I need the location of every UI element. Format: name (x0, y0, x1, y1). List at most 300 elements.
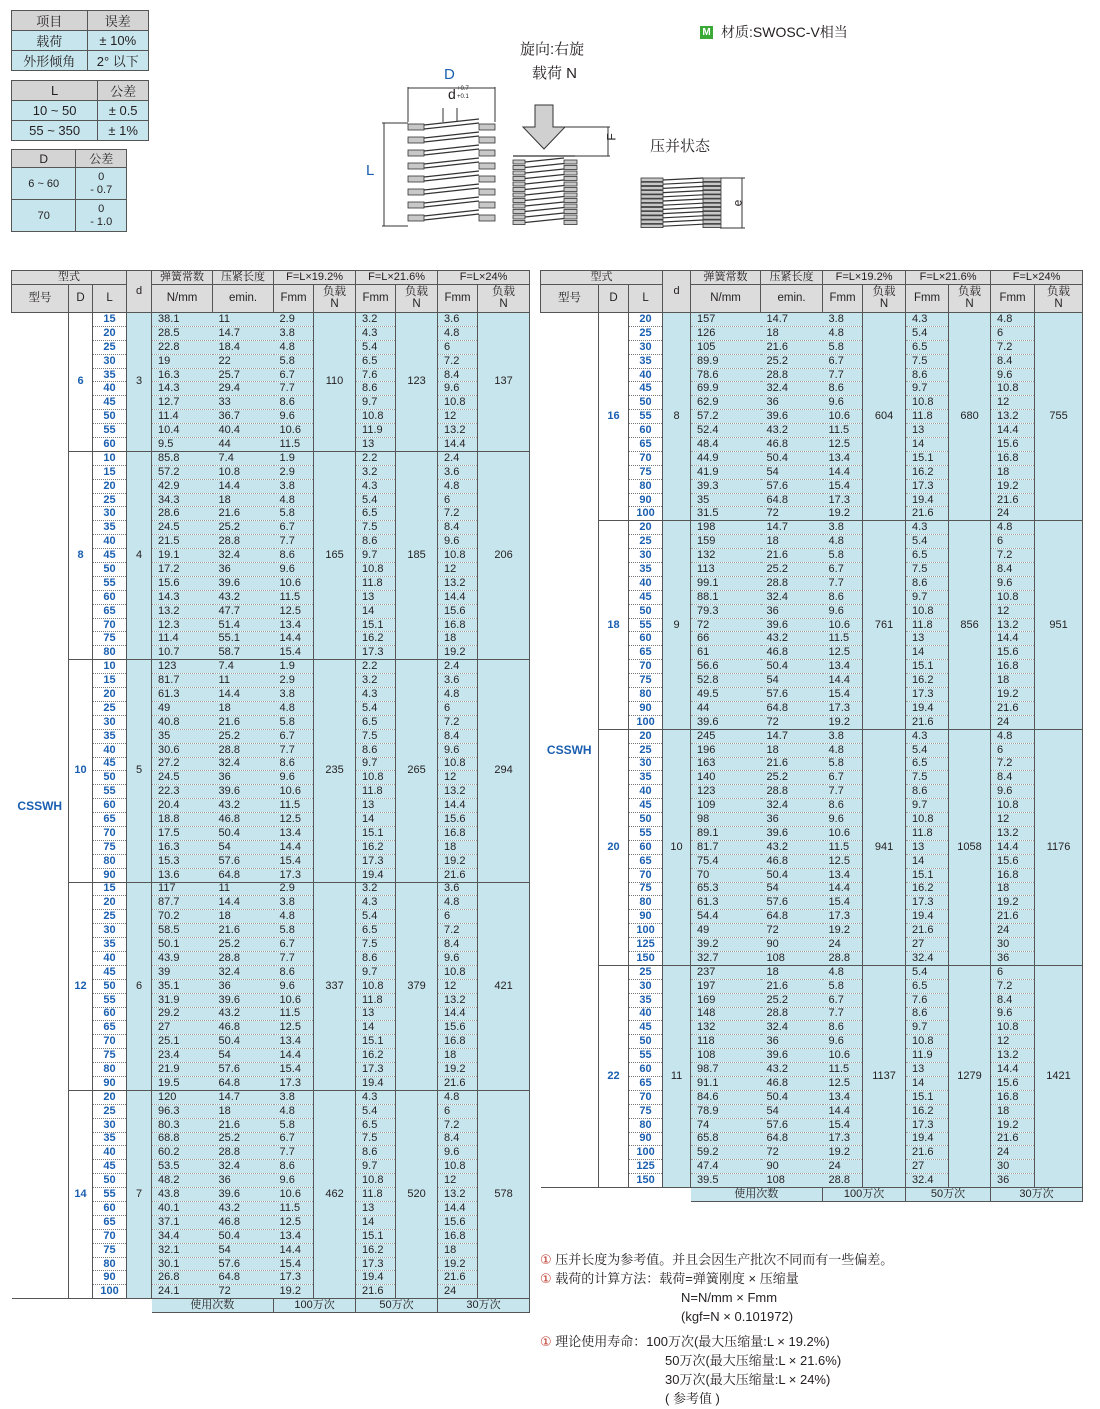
length-value: 15 (93, 313, 127, 327)
tol-cell: 项目 (12, 11, 88, 31)
deflection-f1: 14.4 (823, 882, 863, 896)
length-value: 50 (629, 813, 663, 827)
deflection-f1: 9.6 (823, 1035, 863, 1049)
header-type: 型式 (12, 271, 127, 285)
header-model: 型号 (12, 285, 69, 313)
deflection-f3: 13.2 (991, 1049, 1035, 1063)
spring-constant: 60.2 (152, 1146, 213, 1160)
spring-drawing (360, 30, 780, 240)
spring-constant: 70 (691, 868, 761, 882)
solid-length: 39.6 (761, 410, 823, 424)
solid-length: 54 (761, 882, 823, 896)
length-value: 45 (93, 965, 127, 979)
solid-length: 11 (213, 313, 274, 327)
deflection-f3: 19.2 (438, 854, 478, 868)
solid-length: 22 (213, 354, 274, 368)
deflection-f3: 30 (991, 938, 1035, 952)
deflection-f3: 10.8 (438, 757, 478, 771)
header-row (541, 271, 1083, 285)
deflection-f3: 13.2 (991, 826, 1035, 840)
deflection-f2: 4.3 (356, 1090, 396, 1104)
spring-constant: 9.5 (152, 438, 213, 452)
compressed-state-label: 压并状态 (650, 138, 711, 155)
deflection-f1: 11.5 (274, 1007, 314, 1021)
deflection-f3: 12 (438, 563, 478, 577)
deflection-f3: 7.2 (991, 340, 1035, 354)
deflection-f1: 8.6 (274, 965, 314, 979)
solid-length: 57.6 (761, 479, 823, 493)
length-value: 55 (93, 1188, 127, 1202)
deflection-f1: 7.7 (823, 576, 863, 590)
spring-constant: 62.9 (691, 396, 761, 410)
length-value: 25 (629, 326, 663, 340)
solid-length: 36 (213, 1174, 274, 1188)
deflection-f2: 4.3 (906, 313, 949, 327)
spring-constant: 99.1 (691, 576, 761, 590)
deflection-f3: 4.8 (438, 688, 478, 702)
spring-constant: 197 (691, 979, 761, 993)
load-f1: 941 (863, 729, 906, 965)
deflection-f1: 9.6 (823, 813, 863, 827)
header-load-label: 负载 (323, 286, 347, 298)
solid-length: 7.4 (213, 660, 274, 674)
deflection-f2: 7.5 (356, 1132, 396, 1146)
outer-diameter: 6 (69, 313, 93, 452)
deflection-f1: 4.8 (823, 965, 863, 979)
solid-length: 21.6 (761, 757, 823, 771)
length-value: 50 (93, 979, 127, 993)
spring-constant: 245 (691, 729, 761, 743)
usage-u2: 50万次 (356, 1299, 438, 1313)
spring-constant: 61.3 (691, 896, 761, 910)
deflection-f2: 7.5 (356, 938, 396, 952)
solid-length: 64.8 (213, 1076, 274, 1090)
deflection-f2: 11.8 (356, 993, 396, 1007)
deflection-f3: 4.8 (438, 479, 478, 493)
deflection-f2: 19.4 (906, 910, 949, 924)
deflection-f3: 6 (991, 535, 1035, 549)
deflection-f1: 9.6 (823, 396, 863, 410)
note-2-kgf: (kgf=N × 0.101972) (681, 1309, 794, 1324)
header-row (12, 271, 530, 285)
usage-u3: 30万次 (438, 1299, 530, 1313)
header-load (478, 285, 530, 313)
tol-cell: 2° 以下 (87, 51, 148, 71)
deflection-f3: 14.4 (438, 438, 478, 452)
load-f3: 421 (478, 882, 530, 1090)
header-load-label: 负载 (405, 286, 429, 298)
deflection-f1: 4.8 (274, 701, 314, 715)
length-value: 150 (629, 1174, 663, 1188)
deflection-f1: 11.5 (274, 590, 314, 604)
deflection-f2: 5.4 (356, 910, 396, 924)
length-value: 40 (93, 1146, 127, 1160)
length-value: 90 (629, 701, 663, 715)
deflection-f2: 19.4 (906, 1132, 949, 1146)
deflection-f1: 8.6 (823, 382, 863, 396)
spring-constant: 11.4 (152, 410, 213, 424)
deflection-f3: 9.6 (991, 576, 1035, 590)
deflection-f2: 14 (906, 1076, 949, 1090)
spring-constant: 132 (691, 1021, 761, 1035)
deflection-f2: 19.4 (356, 868, 396, 882)
header-load (396, 285, 438, 313)
outer-diameter: 18 (599, 521, 629, 729)
deflection-f2: 5.4 (356, 1104, 396, 1118)
deflection-f2: 21.6 (906, 715, 949, 729)
spring-constant: 89.9 (691, 354, 761, 368)
tol-cell: 55 ~ 350 (12, 121, 98, 141)
spring-constant: 10.4 (152, 424, 213, 438)
deflection-f3: 9.6 (991, 785, 1035, 799)
solid-length: 54 (761, 674, 823, 688)
solid-length: 28.8 (213, 1146, 274, 1160)
deflection-f1: 28.8 (823, 1174, 863, 1188)
tol-cell (76, 200, 127, 232)
deflection-f3: 6 (991, 326, 1035, 340)
spring-constant: 140 (691, 771, 761, 785)
table-row (541, 521, 1083, 535)
deflection-f3: 21.6 (991, 493, 1035, 507)
note-2: ① 载荷的计算方法：载荷=弹簧刚度 × 压缩量 (540, 1271, 799, 1286)
solid-length: 21.6 (761, 549, 823, 563)
length-value: 60 (93, 1007, 127, 1021)
length-value: 80 (93, 854, 127, 868)
solid-length: 18 (761, 535, 823, 549)
spring-constant: 81.7 (691, 840, 761, 854)
outer-diameter: 14 (69, 1090, 93, 1298)
tol-cell: 公差 (76, 150, 127, 168)
length-value: 20 (93, 326, 127, 340)
length-value: 80 (629, 479, 663, 493)
length-value: 70 (629, 868, 663, 882)
solid-length: 57.6 (761, 896, 823, 910)
deflection-f1: 10.6 (823, 410, 863, 424)
tolerance-table-diameter (11, 149, 127, 232)
header-fmm: Fmm (991, 285, 1035, 313)
load-f1: 761 (863, 521, 906, 729)
deflection-f2: 9.7 (356, 965, 396, 979)
length-value: 45 (93, 549, 127, 563)
length-value: 80 (629, 688, 663, 702)
spring-constant: 35 (691, 493, 761, 507)
length-value: 25 (93, 340, 127, 354)
spring-constant: 117 (152, 882, 213, 896)
deflection-f1: 13.4 (823, 660, 863, 674)
spring-constant: 35 (152, 729, 213, 743)
deflection-f1: 9.6 (274, 563, 314, 577)
deflection-f2: 11.8 (906, 618, 949, 632)
deflection-f2: 21.6 (356, 1285, 396, 1299)
length-value: 20 (93, 688, 127, 702)
deflection-f1: 15.4 (823, 1118, 863, 1132)
solid-length: 28.8 (761, 576, 823, 590)
deflection-f3: 10.8 (991, 382, 1035, 396)
solid-length: 51.4 (213, 618, 274, 632)
deflection-f2: 19.4 (356, 1271, 396, 1285)
deflection-f3: 9.6 (438, 1146, 478, 1160)
deflection-f3: 7.2 (438, 354, 478, 368)
deflection-f2: 27 (906, 938, 949, 952)
deflection-f3: 18 (991, 882, 1035, 896)
deflection-f2: 15.1 (356, 1035, 396, 1049)
deflection-f1: 17.3 (823, 910, 863, 924)
deflection-f3: 16.8 (438, 1229, 478, 1243)
spring-constant: 79.3 (691, 604, 761, 618)
deflection-f2: 8.6 (906, 368, 949, 382)
load-f3: 1421 (1035, 965, 1083, 1187)
deflection-f2: 6.5 (906, 757, 949, 771)
spring-constant: 81.7 (152, 674, 213, 688)
length-value: 25 (629, 965, 663, 979)
spring-constant: 43.9 (152, 951, 213, 965)
header-f2: F=L×21.6% (906, 271, 991, 285)
length-value: 30 (93, 1118, 127, 1132)
deflection-f3: 19.2 (438, 1257, 478, 1271)
spring-constant: 113 (691, 563, 761, 577)
solid-length: 21.6 (213, 715, 274, 729)
spring-constant: 24.1 (152, 1285, 213, 1299)
deflection-f2: 16.2 (356, 840, 396, 854)
deflection-f2: 15.1 (906, 1090, 949, 1104)
length-value: 55 (629, 826, 663, 840)
spring-constant: 14.3 (152, 382, 213, 396)
load-f3: 1176 (1035, 729, 1083, 965)
load-f3: 137 (478, 313, 530, 452)
solid-length: 25.2 (213, 1132, 274, 1146)
length-value: 40 (629, 1007, 663, 1021)
deflection-f3: 10.8 (438, 1160, 478, 1174)
deflection-f3: 21.6 (438, 1271, 478, 1285)
length-value: 40 (93, 535, 127, 549)
spring-constant: 12.3 (152, 618, 213, 632)
deflection-f1: 5.8 (274, 1118, 314, 1132)
deflection-f2: 13 (356, 1202, 396, 1216)
deflection-f3: 12 (991, 604, 1035, 618)
deflection-f3: 24 (991, 715, 1035, 729)
header-L: L (93, 285, 127, 313)
deflection-f2: 15.1 (906, 868, 949, 882)
deflection-f1: 15.4 (823, 688, 863, 702)
solid-length: 25.2 (761, 771, 823, 785)
length-value: 45 (93, 1160, 127, 1174)
deflection-f2: 4.3 (906, 729, 949, 743)
deflection-f2: 9.7 (356, 549, 396, 563)
deflection-f3: 16.8 (991, 660, 1035, 674)
deflection-f2: 13 (356, 799, 396, 813)
deflection-f3: 13.2 (438, 1188, 478, 1202)
deflection-f1: 11.5 (823, 424, 863, 438)
deflection-f1: 15.4 (274, 646, 314, 660)
solid-length: 21.6 (213, 924, 274, 938)
deflection-f1: 14.4 (274, 632, 314, 646)
deflection-f2: 6.5 (356, 507, 396, 521)
deflection-f1: 6.7 (274, 1132, 314, 1146)
deflection-f3: 8.4 (438, 1132, 478, 1146)
spring-constant: 30.1 (152, 1257, 213, 1271)
spring-constant: 30.6 (152, 743, 213, 757)
deflection-f1: 6.7 (274, 521, 314, 535)
length-value: 45 (629, 590, 663, 604)
deflection-f2: 27 (906, 1160, 949, 1174)
deflection-f3: 15.6 (991, 1076, 1035, 1090)
tol-cell: 外形倾角 (12, 51, 88, 71)
deflection-f3: 36 (991, 1174, 1035, 1188)
deflection-f3: 24 (438, 1285, 478, 1299)
deflection-f3: 19.2 (991, 1118, 1035, 1132)
header-fmm: Fmm (906, 285, 949, 313)
deflection-f3: 24 (991, 1146, 1035, 1160)
deflection-f2: 10.8 (906, 396, 949, 410)
deflection-f1: 9.6 (274, 979, 314, 993)
solid-length: 57.6 (213, 1257, 274, 1271)
deflection-f3: 8.4 (991, 771, 1035, 785)
deflection-f1: 10.6 (274, 993, 314, 1007)
deflection-f1: 14.4 (823, 1104, 863, 1118)
table-row (12, 451, 530, 465)
deflection-f3: 18 (438, 840, 478, 854)
length-value: 30 (93, 354, 127, 368)
deflection-f2: 14 (356, 1215, 396, 1229)
deflection-f3: 6 (438, 340, 478, 354)
solid-length: 18 (213, 493, 274, 507)
deflection-f1: 10.6 (274, 424, 314, 438)
deflection-f1: 10.6 (823, 618, 863, 632)
spring-constant: 49.5 (691, 688, 761, 702)
deflection-f2: 9.7 (906, 382, 949, 396)
outer-diameter: 16 (599, 313, 629, 521)
deflection-f1: 8.6 (274, 549, 314, 563)
wire-diameter: 11 (663, 965, 691, 1187)
deflection-f1: 8.6 (823, 1021, 863, 1035)
deflection-f2: 9.7 (356, 396, 396, 410)
spring-constant: 27 (152, 1021, 213, 1035)
deflection-f1: 9.6 (274, 410, 314, 424)
spring-constant: 43.8 (152, 1188, 213, 1202)
solid-length: 28.8 (761, 1007, 823, 1021)
deflection-f1: 6.7 (823, 354, 863, 368)
spring-constant: 169 (691, 993, 761, 1007)
material-icon: M (700, 26, 713, 39)
length-value: 90 (629, 493, 663, 507)
deflection-f1: 5.8 (274, 924, 314, 938)
solid-length: 50.4 (213, 1229, 274, 1243)
deflection-f2: 21.6 (906, 924, 949, 938)
solid-length: 47.7 (213, 604, 274, 618)
load-f3: 578 (478, 1090, 530, 1298)
solid-length: 72 (761, 715, 823, 729)
deflection-f2: 3.2 (356, 882, 396, 896)
deflection-f2: 16.2 (906, 674, 949, 688)
spring-constant: 26.8 (152, 1271, 213, 1285)
solid-length: 57.6 (761, 1118, 823, 1132)
spring-constant: 105 (691, 340, 761, 354)
spring-constant: 39.3 (691, 479, 761, 493)
length-value: 60 (629, 632, 663, 646)
length-value: 20 (629, 313, 663, 327)
wire-diameter: 4 (127, 451, 152, 659)
solid-length: 54 (213, 1243, 274, 1257)
length-value: 75 (629, 1104, 663, 1118)
spring-constant: 57.2 (691, 410, 761, 424)
solid-length: 64.8 (213, 868, 274, 882)
solid-length: 14.7 (761, 313, 823, 327)
deflection-f1: 10.6 (823, 826, 863, 840)
deflection-f1: 12.5 (274, 813, 314, 827)
deflection-f1: 17.3 (823, 701, 863, 715)
deflection-f2: 32.4 (906, 1174, 949, 1188)
deflection-f1: 7.7 (823, 1007, 863, 1021)
spring-constant: 68.8 (152, 1132, 213, 1146)
deflection-f2: 6.5 (906, 549, 949, 563)
deflection-f3: 21.6 (991, 1132, 1035, 1146)
solid-length: 54 (213, 840, 274, 854)
deflection-f3: 7.2 (991, 979, 1035, 993)
header-load (1035, 285, 1083, 313)
spring-constant: 41.9 (691, 465, 761, 479)
length-value: 55 (93, 424, 127, 438)
deflection-f3: 8.4 (438, 368, 478, 382)
deflection-f3: 13.2 (438, 576, 478, 590)
deflection-f2: 8.6 (906, 1007, 949, 1021)
deflection-f1: 4.8 (274, 910, 314, 924)
solid-length: 39.6 (213, 1188, 274, 1202)
solid-length: 50.4 (213, 826, 274, 840)
load-f2: 1058 (949, 729, 991, 965)
deflection-f3: 19.2 (438, 1063, 478, 1077)
deflection-f1: 15.4 (823, 479, 863, 493)
length-value: 50 (93, 410, 127, 424)
solid-length: 18 (213, 910, 274, 924)
solid-length: 50.4 (761, 660, 823, 674)
deflection-f2: 16.2 (356, 1243, 396, 1257)
length-value: 50 (629, 604, 663, 618)
deflection-f2: 9.7 (906, 1021, 949, 1035)
spring-constant: 23.4 (152, 1049, 213, 1063)
dim-d-tol-upper: +0.7 (457, 86, 469, 92)
table-row (541, 965, 1083, 979)
outer-diameter: 8 (69, 451, 93, 659)
solid-length: 28.8 (761, 368, 823, 382)
length-value: 80 (93, 1257, 127, 1271)
deflection-f1: 2.9 (274, 313, 314, 327)
deflection-f2: 11.8 (906, 410, 949, 424)
note-3-line3: 30万次(最大压缩量:L × 24%) (665, 1372, 831, 1387)
deflection-f2: 10.8 (356, 771, 396, 785)
solid-length: 25.2 (213, 938, 274, 952)
spring-constant: 126 (691, 326, 761, 340)
load-f1: 1137 (863, 965, 906, 1187)
length-value: 40 (629, 368, 663, 382)
header-k-unit: N/mm (152, 285, 213, 313)
length-value: 65 (93, 604, 127, 618)
load-f2: 185 (396, 451, 438, 659)
deflection-f3: 15.6 (438, 604, 478, 618)
length-value: 25 (93, 1104, 127, 1118)
deflection-f1: 14.4 (274, 1243, 314, 1257)
length-value: 20 (93, 1090, 127, 1104)
deflection-f2: 11.8 (356, 1188, 396, 1202)
header-solid-length: 压紧长度 (761, 271, 823, 285)
header-f3: F=L×24% (438, 271, 530, 285)
solid-length: 36 (213, 563, 274, 577)
deflection-f3: 14.4 (438, 1007, 478, 1021)
solid-length: 32.4 (761, 590, 823, 604)
length-value: 65 (93, 1215, 127, 1229)
deflection-f3: 9.6 (438, 743, 478, 757)
tol-row (12, 168, 127, 200)
solid-length: 50.4 (761, 1090, 823, 1104)
